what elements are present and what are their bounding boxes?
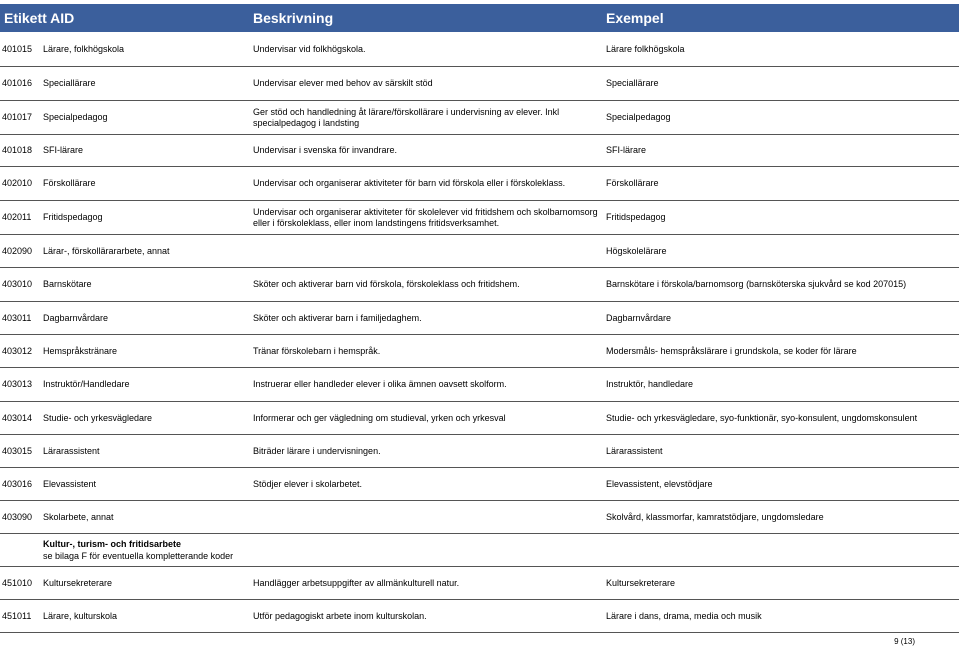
- cell-label: Lärar-, förskollärararbete, annat: [43, 245, 170, 256]
- cell-label: Fritidspedagog: [43, 212, 103, 222]
- cell-code: 401018: [2, 145, 33, 155]
- table-row: [0, 468, 959, 501]
- cell-label: Elevassistent: [43, 478, 97, 489]
- table-row: [0, 268, 959, 302]
- cell-description: Utför pedagogiskt arbete inom kulturskolan.: [253, 610, 427, 621]
- cell-description: Undervisar och organiserar aktiviteter för skolelever vid fritidshem och skolbarnomsorg eller i förskoleklass, eller inom landstingens fritidsverksamhet.: [253, 206, 598, 228]
- header-description: Beskrivning: [253, 10, 334, 26]
- table-row: [0, 501, 959, 534]
- cell-description: [253, 501, 603, 533]
- table-row: [0, 567, 959, 600]
- cell-example: Barnskötare i förskola/barnomsorg (barnsköterska sjukvård se kod 207015): [606, 279, 907, 289]
- cell-description: Undervisar elever med behov av särskilt stöd: [253, 78, 433, 88]
- table-row: [0, 33, 959, 67]
- cell-label: Studie- och yrkesvägledare: [43, 412, 153, 423]
- cell-code: 401017: [2, 112, 33, 122]
- section-title: Kultur-, turism- och fritidsarbete: [43, 539, 182, 549]
- cell-description: Undervisar vid folkhögskola.: [253, 44, 366, 54]
- table-row: [0, 235, 959, 268]
- cell-example: Högskolelärare: [606, 245, 667, 256]
- cell-description: Ger stöd och handledning åt lärare/förskollärare i undervisning av elever. Inkl specialpedagog i landsting: [253, 106, 560, 128]
- cell-example: Lärarassistent: [606, 445, 663, 456]
- cell-code: 451010: [2, 577, 33, 588]
- cell-label: Barnskötare: [43, 279, 92, 289]
- cell-example: Lärare folkhögskola: [606, 44, 685, 54]
- cell-example: Elevassistent, elevstödjare: [606, 478, 713, 489]
- table-row: [0, 302, 959, 335]
- cell-example: Specialpedagog: [606, 112, 671, 122]
- cell-code: 403013: [2, 379, 33, 389]
- cell-code: 403010: [2, 279, 33, 289]
- header-id: Etikett AID: [4, 10, 75, 26]
- occupation-table: [0, 33, 959, 633]
- cell-description: [253, 235, 603, 267]
- cell-code: 403015: [2, 445, 33, 456]
- cell-code: 451011: [2, 610, 32, 621]
- table-row: [0, 201, 959, 235]
- cell-label: Speciallärare: [43, 78, 96, 88]
- cell-example: Skolvård, klassmorfar, kamratstödjare, ungdomsledare: [606, 511, 824, 522]
- cell-code: 403012: [2, 345, 33, 356]
- table-row: [0, 402, 959, 435]
- cell-label: Skolarbete, annat: [43, 511, 114, 522]
- cell-label: Hemspråkstränare: [43, 345, 118, 356]
- table-row: [0, 435, 959, 468]
- cell-description: Undervisar i svenska för invandrare.: [253, 145, 398, 155]
- table-row: [0, 67, 959, 101]
- cell-label: SFI-lärare: [43, 145, 84, 155]
- cell-description: Undervisar och organiserar aktiviteter för barn vid förskola eller i förskoleklass.: [253, 178, 566, 188]
- table-row: [0, 335, 959, 368]
- cell-code: 401016: [2, 78, 33, 88]
- cell-example: Modersmåls- hemspråkslärare i grundskola, se koder för lärare: [606, 345, 857, 356]
- cell-example: Speciallärare: [606, 78, 659, 88]
- cell-code: 402010: [2, 178, 33, 188]
- cell-code: 403016: [2, 478, 33, 489]
- cell-label: Lärare, folkhögskola: [43, 44, 125, 54]
- cell-description: Informerar och ger vägledning om studieval, yrken och yrkesval: [253, 412, 506, 423]
- cell-description: Handlägger arbetsuppgifter av allmänkulturell natur.: [253, 577, 460, 588]
- cell-label: Instruktör/Handledare: [43, 379, 130, 389]
- table-row: [0, 135, 959, 167]
- page-number: 9 (13): [894, 637, 915, 646]
- cell-example: SFI-lärare: [606, 145, 647, 155]
- cell-example: Lärare i dans, drama, media och musik: [606, 610, 762, 621]
- table-header: [0, 4, 959, 32]
- cell-label: Kultursekreterare: [43, 577, 113, 588]
- cell-example: Instruktör, handledare: [606, 379, 694, 389]
- cell-example: Dagbarnvårdare: [606, 312, 672, 323]
- cell-description: Tränar förskolebarn i hemspråk.: [253, 345, 381, 356]
- cell-label: Lärare, kulturskola: [43, 610, 118, 621]
- cell-label: Lärarassistent: [43, 445, 100, 456]
- cell-description: Instruerar eller handleder elever i olika ämnen oavsett skolform.: [253, 379, 507, 389]
- section-heading: [0, 534, 959, 567]
- cell-code: 402090: [2, 245, 33, 256]
- cell-label: Förskollärare: [43, 178, 96, 188]
- table-row: [0, 600, 959, 633]
- cell-description: Sköter och aktiverar barn vid förskola, förskoleklass och fritidshem.: [253, 279, 520, 289]
- section-subtitle: se bilaga F för eventuella kompletterande koder: [43, 551, 234, 561]
- cell-description: Biträder lärare i undervisningen.: [253, 445, 381, 456]
- cell-label: Specialpedagog: [43, 112, 108, 122]
- header-example: Exempel: [606, 10, 664, 26]
- cell-example: Studie- och yrkesvägledare, syo-funktionär, syo-konsulent, ungdomskonsulent: [606, 412, 918, 423]
- cell-code: 402011: [2, 212, 32, 222]
- table-row: [0, 368, 959, 402]
- cell-code: 401015: [2, 44, 33, 54]
- cell-description: Sköter och aktiverar barn i familjedaghem.: [253, 312, 422, 323]
- cell-label: Dagbarnvårdare: [43, 312, 109, 323]
- table-row: [0, 101, 959, 135]
- cell-code: 403090: [2, 511, 33, 522]
- cell-example: Förskollärare: [606, 178, 659, 188]
- table-row: [0, 167, 959, 201]
- cell-code: 403014: [2, 412, 33, 423]
- cell-code: 403011: [2, 312, 32, 323]
- cell-example: Fritidspedagog: [606, 212, 666, 222]
- cell-description: Stödjer elever i skolarbetet.: [253, 478, 363, 489]
- cell-example: Kultursekreterare: [606, 577, 676, 588]
